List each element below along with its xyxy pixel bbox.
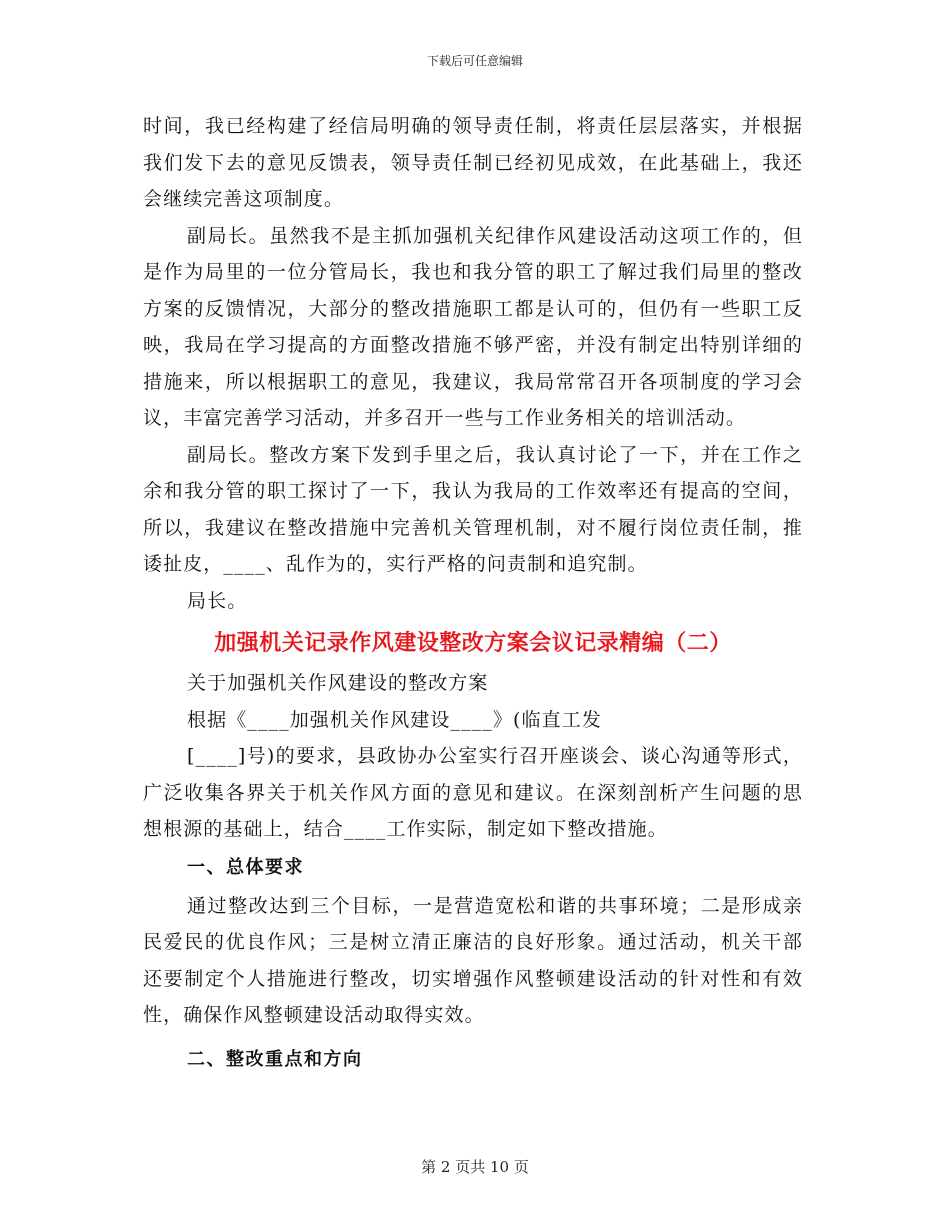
- paragraph-1: 时间，我已经构建了经信局明确的领导责任制，将责任层层落实，并根据我们发下去的意见反馈表，领导责任制已经初见成效，在此基础上，我还会继续完善这项制度。: [143, 115, 803, 210]
- document-body: [143, 108, 803, 1080]
- page-number: 第 2 页共 10 页: [421, 1158, 529, 1176]
- heading-1: 一、总体要求: [187, 856, 304, 878]
- page-header-note: 下载后可任意编辑: [426, 54, 523, 68]
- paragraph-2: 副局长。虽然我不是主抓加强机关纪律作风建设活动这项工作的，但是作为局里的一位分管局长，我也和我分管的职工了解过我们局里的整改方案的反馈情况，大部分的整改措施职工都是认可的，但仍有一些职工反映，我局在学习提高的方面整改措施不够严密，并没有制定出特别详细的措施来，所以根据职工的意见，我建议，我局常常召开各项制度的学习会议，丰富完善学习活动，并多召开一些与工作业务相关的培训活动。: [143, 224, 803, 429]
- paragraph-7: [____]号)的要求，县政协办公室实行召开座谈会、谈心沟通等形式，广泛收集各界关于机关作风方面的意见和建议。在深刻剖析产生问题的思想根源的基础上，结合____工作实际，制定如下整改措施。: [143, 745, 803, 840]
- paragraph-5: 关于加强机关作风建设的整改方案: [187, 672, 489, 694]
- paragraph-6: 根据《____加强机关作风建设____》(临直工发: [187, 708, 602, 731]
- paragraph-8: 通过整改达到三个目标，一是营造宽松和谐的共事环境；二是形成亲民爱民的优良作风；三是树立清正廉洁的良好形象。通过活动，机关干部还要制定个人措施进行整改，切实增强作风整顿建设活动的针对性和有效性，确保作风整顿建设活动取得实效。: [143, 894, 803, 1026]
- section-title: 加强机关记录作风建设整改方案会议记录精编（二）: [214, 630, 732, 656]
- paragraph-4: 局长。: [187, 589, 248, 612]
- paragraph-3: 副局长。整改方案下发到手里之后，我认真讨论了一下，并在工作之余和我分管的职工探讨了一下，我认为我局的工作效率还有提高的空间，所以，我建议在整改措施中完善机关管理机制，对不履行岗位责任制，推诿扯皮，____、乱作为的，实行严格的问责制和追究制。: [143, 443, 803, 575]
- heading-2: 二、整改重点和方向: [187, 1048, 363, 1070]
